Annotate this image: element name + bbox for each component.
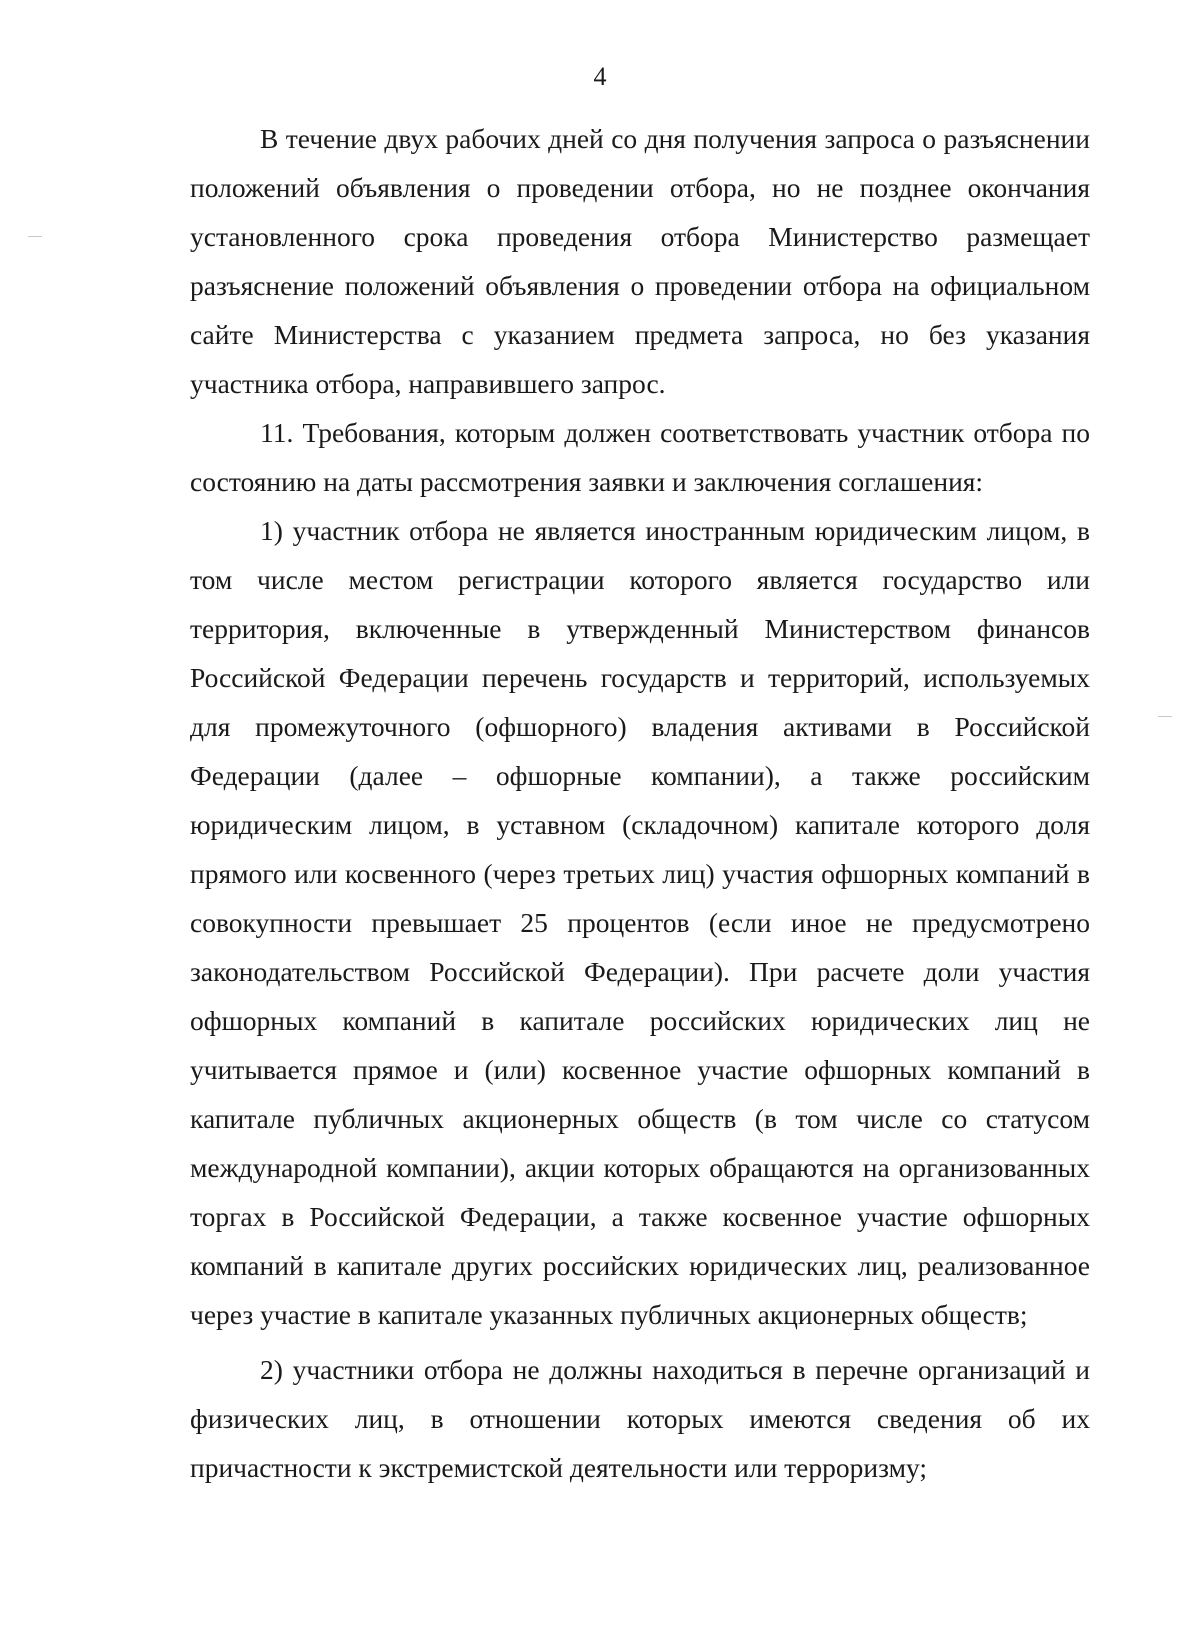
- scan-artifact: [28, 236, 42, 237]
- scan-artifact: [1158, 716, 1172, 717]
- paragraph-requirement-1: 1) участник отбора не является иностранным юридическим лицом, в том числе местом регистрации которого является государство или территория, включенные в утвержденный Министерством финансов Российской Федерации перечень государств и территорий, используемых для промежуточного (офшорного) владения активами в Российской Федерации (далее – офшорные компании), а также российским юридическим лицом, в уставном (складочном) капитале которого доля прямого или косвенного (через третьих лиц) участия офшорных компаний в совокупности превышает 25 процентов (если иное не предусмотрено законодательством Российской Федерации). При расчете доли участия офшорных компаний в капитале российских юридических лиц не учитывается прямое и (или) косвенное участие офшорных компаний в капитале публичных акционерных обществ (в том числе со статусом международной компании), акции которых обращаются на организованных торгах в Российской Федерации, а также косвенное участие офшорных компаний в капитале других российских юридических лиц, реализованное через участие в капитале указанных публичных акционерных обществ;: [190, 515, 1090, 1330]
- page-number: 4: [593, 62, 607, 91]
- document-body: [190, 114, 1090, 1492]
- paragraph-requirements-intro: 11. Требования, которым должен соответствовать участник отбора по состоянию на даты рассмотрения заявки и заключения соглашения:: [190, 417, 1090, 497]
- paragraph-requirement-2: 2) участники отбора не должны находиться в перечне организаций и физических лиц, в отношении которых имеются сведения об их причастности к экстремистской деятельности или терроризму;: [190, 1354, 1090, 1483]
- paragraph-clarification: В течение двух рабочих дней со дня получения запроса о разъяснении положений объявления о проведении отбора, но не позднее окончания установленного срока проведения отбора Министерство размещает разъяснение положений объявления о проведении отбора на официальном сайте Министерства с указанием предмета запроса, но без указания участника отбора, направившего запрос.: [190, 123, 1090, 399]
